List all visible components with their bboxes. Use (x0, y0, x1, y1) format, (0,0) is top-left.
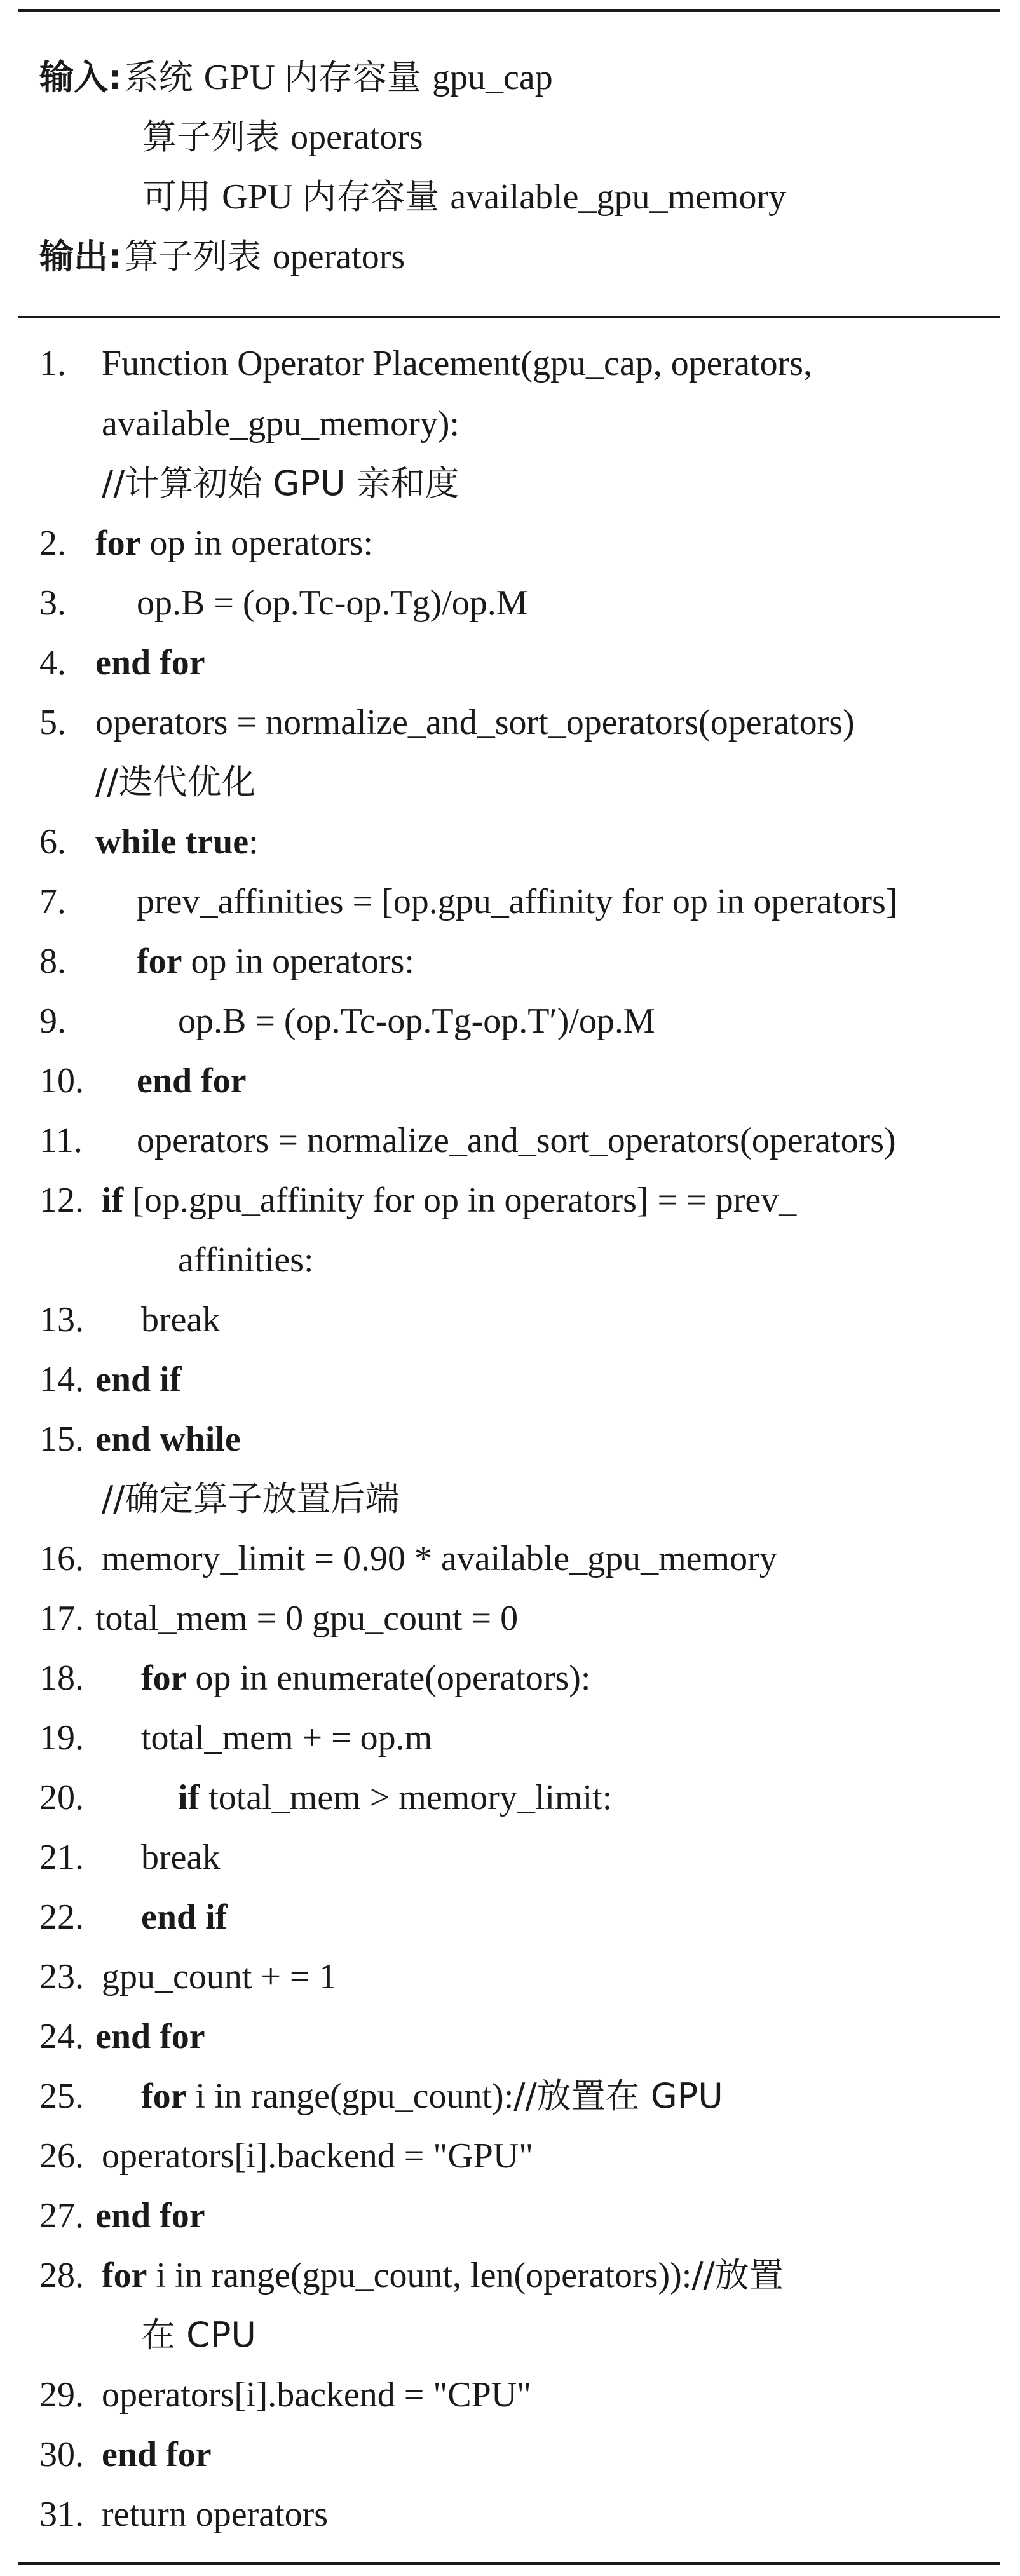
code-text (95, 2186, 205, 2246)
code-text (102, 1947, 337, 2007)
line-number: 3. (39, 583, 66, 623)
line-number: 2. (39, 524, 66, 563)
code-text (102, 454, 459, 513)
code-line (39, 1170, 797, 1230)
code-line (39, 1827, 221, 1887)
code-token: operators[i].backend = "CPU" (102, 2375, 532, 2415)
keyword: if (178, 1778, 200, 1817)
keyword: for (102, 2256, 147, 2295)
keyword: for (95, 524, 141, 563)
keyword: for (141, 2077, 187, 2116)
code-token: operators = normalize_and_sort_operators(operators) (137, 1121, 896, 1160)
code-line (39, 1768, 613, 1827)
keyword: if (102, 1181, 124, 1220)
code-token: op in enumerate(operators): (186, 1658, 591, 1698)
code-text (95, 1589, 518, 1648)
code-token: affinities: (178, 1240, 314, 1280)
input-3-text: 可用 GPU 内存容量 available_gpu_memory (142, 177, 787, 217)
code-token: op in operators: (140, 524, 373, 563)
code-text (95, 693, 855, 752)
code-line (39, 1350, 182, 1409)
code-token: prev_affinities = [op.gpu_affinity for op in operators] (137, 882, 898, 921)
code-text (95, 752, 255, 812)
line-number: 23. (39, 1957, 84, 1996)
code-line (39, 991, 655, 1051)
code-line (39, 2246, 784, 2305)
code-text (178, 1768, 612, 1827)
code-line (39, 2425, 212, 2484)
code-token: op in operators: (182, 942, 414, 981)
code-line (39, 1708, 433, 1768)
code-text (141, 2066, 723, 2126)
keyword: end for (95, 2017, 205, 2056)
line-number: 29. (39, 2375, 84, 2415)
code-token: : (248, 822, 259, 862)
line-number: 4. (39, 643, 66, 682)
code-token: gpu_count + = 1 (102, 1957, 337, 1996)
code-token: i in range(gpu_count): (186, 2077, 514, 2116)
code-line (39, 1887, 228, 1947)
input-key: 输入 (39, 57, 108, 97)
comment: //确定算子放置后端 (102, 1479, 400, 1519)
code-text (141, 1887, 227, 1947)
code-token: i in range(gpu_count, len(operators)): (147, 2256, 692, 2295)
input-row-3 (142, 167, 786, 227)
comment: //放置 (691, 2255, 784, 2295)
line-number: 18. (39, 1658, 84, 1698)
code-token: op.B = (op.Tc-op.Tg-op.T′)/op.M (178, 1001, 655, 1041)
line-number: 16. (39, 1539, 84, 1578)
code-text (95, 2007, 205, 2066)
code-line (39, 2484, 329, 2544)
code-text (137, 1051, 247, 1111)
code-line (39, 513, 373, 573)
code-token: total_mem = 0 gpu_count = 0 (95, 1599, 519, 1638)
line-number: 28. (39, 2256, 84, 2295)
code-text (95, 633, 205, 693)
keyword: end for (95, 643, 205, 682)
code-token: return operators (102, 2495, 329, 2534)
middle-rule (18, 316, 1000, 318)
code-text (102, 1170, 796, 1230)
code-line (39, 633, 205, 693)
line-number: 1. (39, 344, 66, 383)
top-rule (18, 9, 1000, 12)
keyword: while true (95, 822, 249, 862)
input-2-text: 算子列表 operators (142, 117, 423, 157)
code-token: available_gpu_memory): (102, 404, 459, 444)
code-token: operators = normalize_and_sort_operators(operators) (95, 703, 855, 742)
keyword: end if (141, 1897, 228, 1937)
line-number: 17. (39, 1599, 84, 1638)
code-text (137, 872, 897, 932)
code-token: [op.gpu_affinity for op in operators] = = prev_ (123, 1181, 797, 1220)
code-line (39, 872, 898, 932)
keyword: end if (95, 1360, 182, 1399)
code-text (141, 1648, 590, 1708)
code-text (102, 334, 812, 393)
comment: //计算初始 GPU 亲和度 (102, 463, 459, 503)
code-text (178, 991, 655, 1051)
code-line (39, 573, 528, 633)
comment: //放置在 GPU (513, 2076, 723, 2116)
line-number: 27. (39, 2196, 84, 2235)
code-line (39, 2007, 205, 2066)
code-text (102, 1529, 777, 1589)
line-number: 21. (39, 1838, 84, 1877)
code-text (102, 2246, 784, 2305)
code-line (39, 2186, 205, 2246)
code-line (39, 1589, 519, 1648)
line-number: 7. (39, 882, 66, 921)
code-line (39, 932, 414, 991)
code-text (95, 1409, 241, 1469)
code-text (137, 1111, 896, 1170)
line-number: 14. (39, 1360, 84, 1399)
code-line (39, 693, 855, 752)
code-line (39, 1947, 337, 2007)
code-line (39, 1290, 221, 1350)
input-colon: : (108, 57, 122, 97)
keyword: for (141, 1658, 187, 1698)
code-text (141, 1827, 220, 1887)
line-number: 22. (39, 1897, 84, 1937)
code-line (39, 1409, 241, 1469)
keyword: for (137, 942, 182, 981)
keyword: end for (102, 2435, 212, 2474)
code-line (39, 2126, 534, 2186)
keyword: end for (137, 1061, 247, 1101)
line-number: 20. (39, 1778, 84, 1817)
code-text (137, 932, 414, 991)
code-line (39, 1051, 247, 1111)
code-text (137, 573, 528, 633)
code-line (39, 812, 259, 872)
line-number: 8. (39, 942, 66, 981)
line-number: 25. (39, 2077, 84, 2116)
code-token: memory_limit = 0.90 * available_gpu_memory (102, 1539, 777, 1578)
line-number: 13. (39, 1300, 84, 1339)
line-number: 6. (39, 822, 66, 862)
keyword: end while (95, 1420, 241, 1459)
input-1-text: 系统 GPU 内存容量 gpu_cap (124, 57, 553, 97)
keyword: end for (95, 2196, 205, 2235)
line-number: 11. (39, 1121, 83, 1160)
line-number: 30. (39, 2435, 84, 2474)
code-text (95, 1350, 181, 1409)
line-number: 31. (39, 2495, 84, 2534)
code-line (39, 1529, 777, 1589)
line-number: 24. (39, 2017, 84, 2056)
code-text (178, 1230, 314, 1290)
line-number: 10. (39, 1061, 84, 1101)
code-line (39, 334, 813, 393)
code-token: break (141, 1300, 221, 1339)
code-line (39, 1111, 896, 1170)
code-text (141, 1708, 432, 1768)
code-text (95, 812, 259, 872)
output-text: 算子列表 operators (124, 236, 405, 276)
code-token: total_mem + = op.m (141, 1718, 433, 1758)
line-number: 15. (39, 1420, 84, 1459)
code-text (102, 2484, 328, 2544)
line-number: 9. (39, 1001, 66, 1041)
code-token: break (141, 1838, 221, 1877)
output-key: 输出 (39, 236, 108, 276)
code-token: op.B = (op.Tc-op.Tg)/op.M (137, 583, 528, 623)
code-text (102, 2365, 531, 2425)
code-text (141, 2305, 256, 2365)
code-token: operators[i].backend = "GPU" (102, 2136, 534, 2176)
code-text (102, 2425, 212, 2484)
code-text (141, 1290, 220, 1350)
comment: 在 CPU (141, 2315, 256, 2355)
line-number: 19. (39, 1718, 84, 1758)
input-row-1 (39, 48, 553, 107)
code-text (102, 394, 459, 454)
output-row (39, 227, 405, 287)
line-number: 5. (39, 703, 66, 742)
code-line (39, 1648, 591, 1708)
code-line (39, 2365, 532, 2425)
output-colon: : (108, 236, 122, 276)
code-token: Function Operator Placement(gpu_cap, operators, (102, 344, 813, 383)
code-token: total_mem > memory_limit: (200, 1778, 613, 1817)
line-number: 12. (39, 1181, 84, 1220)
bottom-rule (18, 2562, 1000, 2565)
line-number: 26. (39, 2136, 84, 2176)
code-text (102, 1469, 399, 1529)
code-line (39, 2066, 723, 2126)
input-row-2 (142, 107, 423, 167)
code-text (102, 2126, 533, 2186)
comment: //迭代优化 (95, 762, 256, 802)
code-text (95, 513, 373, 573)
